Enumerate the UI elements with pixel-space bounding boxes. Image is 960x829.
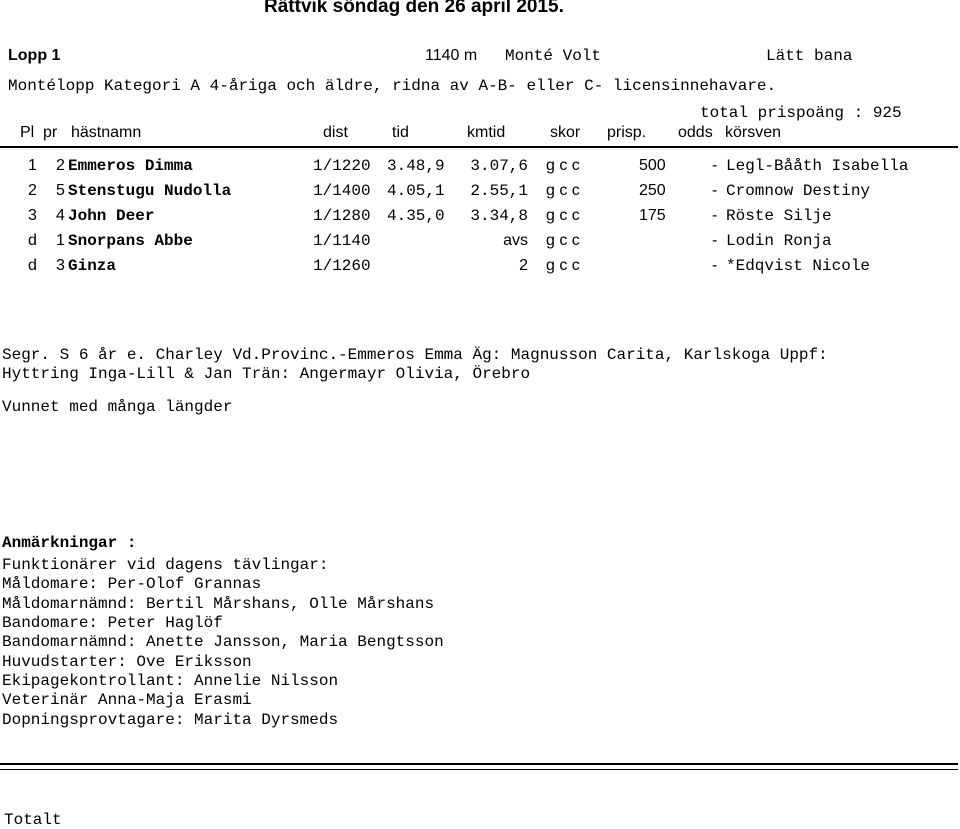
- winner-info-line2: Hyttring Inga-Lill & Jan Trän: Angermayr Olivia, Örebro: [2, 365, 531, 383]
- row-horse: Snorpans Abbe: [68, 232, 193, 250]
- race-distance: 1140 m: [425, 47, 478, 64]
- table-row: [0, 257, 960, 279]
- col-pr: pr: [43, 124, 58, 141]
- row-skor: g c c: [546, 182, 580, 199]
- header-rule: [0, 146, 958, 148]
- col-tid: tid: [392, 124, 409, 141]
- row-rider: Lodin Ronja: [726, 232, 832, 250]
- table-row: [0, 182, 960, 204]
- row-skor: g c c: [546, 157, 580, 174]
- footer-rule-top: [0, 763, 958, 765]
- row-rider: Cromnow Destiny: [726, 182, 871, 200]
- row-pl: 2: [28, 182, 37, 199]
- remarks-line: Bandomare: Peter Haglöf: [2, 614, 223, 632]
- col-prisp: prisp.: [607, 124, 647, 141]
- row-odds: -: [712, 182, 718, 199]
- col-pl: Pl: [20, 124, 35, 141]
- row-prisp: 250: [639, 182, 666, 199]
- row-pr: 3: [56, 257, 65, 274]
- row-odds: -: [712, 157, 718, 174]
- row-dist: 1/1280: [313, 207, 371, 225]
- row-tid: 3.48,9: [387, 157, 445, 175]
- race-type: Monté Volt: [505, 47, 602, 65]
- row-dist: 1/1260: [313, 257, 371, 275]
- row-horse: Emmeros Dimma: [68, 157, 193, 175]
- row-horse: Stenstugu Nudolla: [68, 182, 232, 200]
- table-row: [0, 157, 960, 179]
- col-korsven: körsven: [725, 124, 782, 141]
- row-pl: 1: [28, 157, 37, 174]
- row-dist: 1/1400: [313, 182, 371, 200]
- row-pl: d: [28, 232, 37, 249]
- winner-info-line1: Segr. S 6 år e. Charley Vd.Provinc.-Emmeros Emma Äg: Magnusson Carita, Karlskoga Uppf:: [2, 346, 828, 364]
- row-kmtid: 3.34,8: [470, 207, 528, 225]
- row-pr: 1: [56, 232, 65, 249]
- row-pr: 2: [56, 157, 65, 174]
- col-odds: odds: [678, 124, 713, 141]
- row-dist: 1/1140: [313, 232, 371, 250]
- remarks-line: Dopningsprovtagare: Marita Dyrsmeds: [2, 711, 339, 729]
- row-tid: 4.35,0: [387, 207, 445, 225]
- race-name: Lopp 1: [8, 47, 61, 64]
- page-title: Rättvik söndag den 26 april 2015.: [264, 0, 564, 17]
- row-pl: d: [28, 257, 37, 274]
- row-kmtid: 3.07,6: [470, 157, 528, 175]
- row-tid: 4.05,1: [387, 182, 445, 200]
- row-odds: -: [712, 207, 718, 224]
- row-rider: Legl-Bååth Isabella: [726, 157, 909, 175]
- row-odds: -: [712, 257, 718, 274]
- row-prisp: 175: [639, 207, 666, 224]
- remarks-line: Måldomare: Per-Olof Grannas: [2, 575, 262, 593]
- remarks-line: Måldomarnämnd: Bertil Mårshans, Olle Mårshans: [2, 595, 435, 613]
- row-prisp: 500: [639, 157, 666, 174]
- total-label: Totalt: [4, 811, 62, 829]
- row-rider: Röste Silje: [726, 207, 832, 225]
- remarks-line: Huvudstarter: Ove Eriksson: [2, 653, 252, 671]
- race-comment: Vunnet med många längder: [2, 398, 233, 416]
- row-kmtid: 2.55,1: [470, 182, 528, 200]
- footer-rule-bottom: [0, 769, 958, 770]
- row-pl: 3: [28, 207, 37, 224]
- row-horse: Ginza: [68, 257, 117, 275]
- column-headers: [0, 124, 960, 146]
- race-description: Montélopp Kategori A 4-åriga och äldre, ridna av A-B- eller C- licensinnehavare.: [8, 77, 777, 95]
- row-skor: g c c: [546, 207, 580, 224]
- row-pr: 4: [56, 207, 65, 224]
- total-prize-points: total prispoäng : 925: [700, 104, 902, 122]
- row-dist: 1/1220: [313, 157, 371, 175]
- remarks-line: Funktionärer vid dagens tävlingar:: [2, 556, 329, 574]
- col-skor: skor: [550, 124, 581, 141]
- table-row: [0, 232, 960, 254]
- remarks-heading: Anmärkningar :: [2, 534, 137, 552]
- row-horse: John Deer: [68, 207, 155, 225]
- remarks-line: Bandomarnämnd: Anette Jansson, Maria Bengtsson: [2, 633, 444, 651]
- row-skor: g c c: [546, 257, 580, 274]
- remarks-line: Veterinär Anna-Maja Erasmi: [2, 691, 252, 709]
- race-track: Lätt bana: [766, 47, 853, 65]
- row-odds: -: [712, 232, 718, 249]
- remarks-line: Ekipagekontrollant: Annelie Nilsson: [2, 672, 339, 690]
- row-kmtid: 2: [519, 257, 528, 274]
- col-dist: dist: [323, 124, 348, 141]
- col-hastnamn: hästnamn: [71, 124, 142, 141]
- row-pr: 5: [56, 182, 65, 199]
- row-rider: *Edqvist Nicole: [726, 257, 871, 275]
- col-kmtid: kmtid: [467, 124, 506, 141]
- row-skor: g c c: [546, 232, 580, 249]
- table-row: [0, 207, 960, 229]
- row-kmtid: avs: [503, 232, 528, 249]
